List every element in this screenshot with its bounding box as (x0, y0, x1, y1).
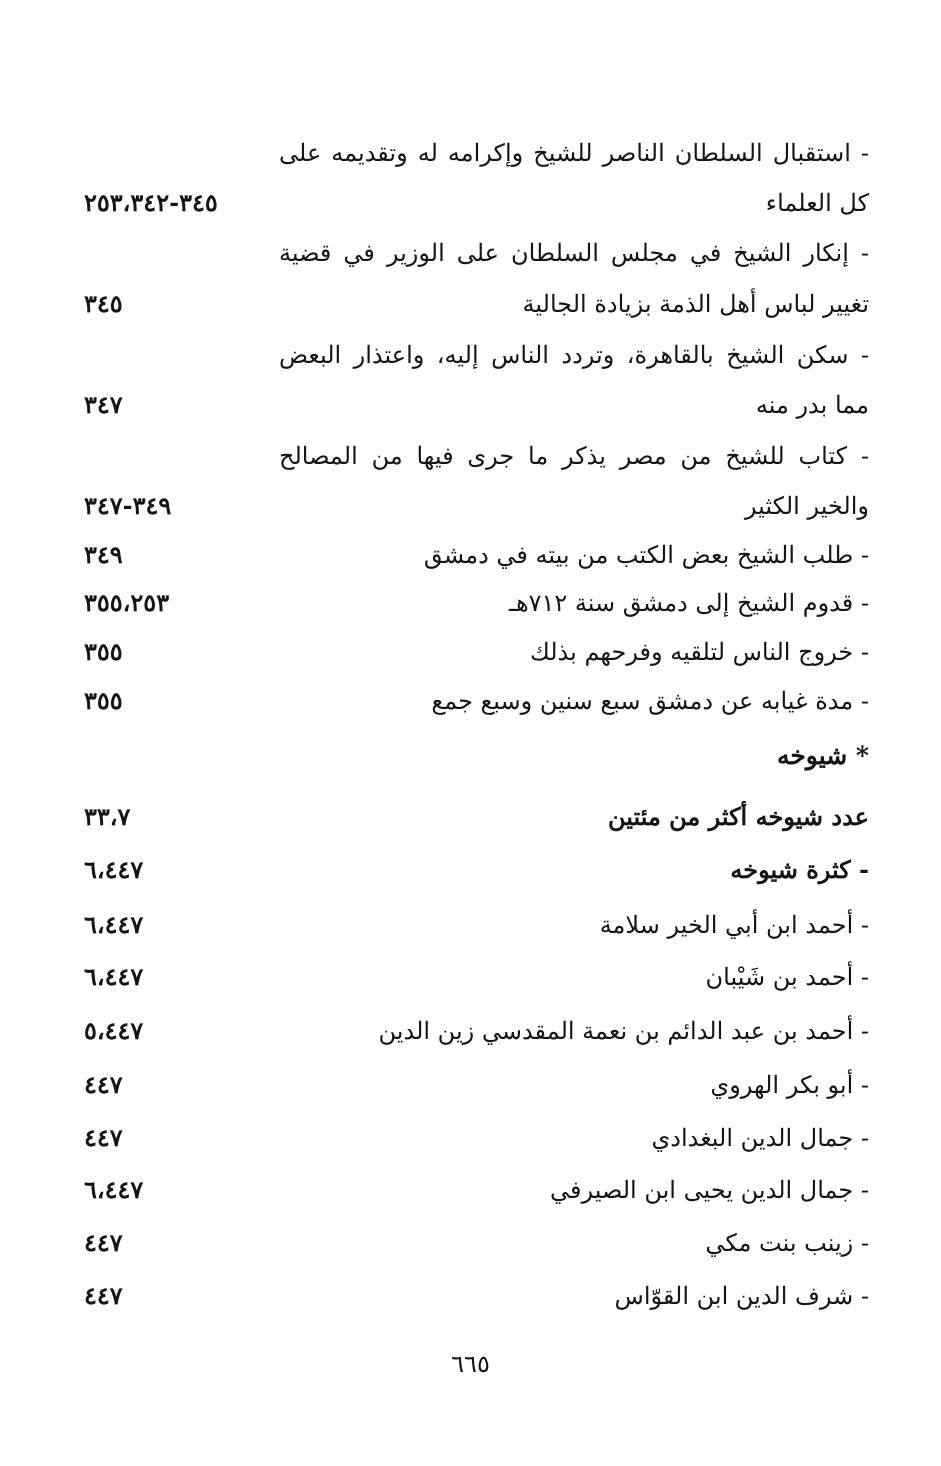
entry-line: - إنكار الشيخ في مجلس السلطان على الوزير في قضية (279, 239, 869, 267)
page-reference: ٦،٤٤٧ (84, 855, 144, 884)
entry-line: - جمال الدين البغدادي (651, 1124, 869, 1152)
entry-line: - كثرة شيوخه (730, 855, 869, 884)
page-reference: ٣٣،٧ (84, 802, 131, 831)
entry-line: - أحمد بن شَيْبان (705, 963, 869, 991)
page-reference: ٣٤٧ (84, 390, 123, 419)
entry-line: - شرف الدين ابن القوّاس (614, 1282, 869, 1310)
entry-line: عدد شيوخه أكثر من مئتين (607, 802, 869, 831)
page-reference: ٤٤٧ (84, 1228, 123, 1257)
page-reference: ٣٤٥-٢٥٣،٣٤٢ (84, 188, 218, 217)
page-reference: ٣٥٥ (84, 686, 123, 715)
page-reference: ٣٤٩ (84, 540, 123, 569)
entry-line: - زينب بنت مكي (705, 1229, 869, 1257)
entry-line: - مدة غيابه عن دمشق سبع سنين وسبع جمع (431, 687, 869, 715)
entry-line: كل العلماء (765, 189, 869, 217)
entry-line: تغيير لباس أهل الذمة بزيادة الجالية (522, 290, 869, 318)
entry-line: - كتاب للشيخ من مصر يذكر ما جرى فيها من المصالح (279, 442, 869, 470)
entry-line: - أحمد بن عبد الدائم بن نعمة المقدسي زين الدين (378, 1017, 869, 1045)
entry-line: - خروج الناس لتلقيه وفرحهم بذلك (530, 638, 869, 666)
page-reference: ٣٤٩-٣٤٧ (84, 491, 172, 520)
entry-line: - أبو بكر الهروي (710, 1071, 869, 1099)
entry-line: - سكن الشيخ بالقاهرة، وتردد الناس إليه، واعتذار البعض (279, 341, 869, 369)
page-reference: ٣٤٥ (84, 289, 123, 318)
page-reference: ٤٤٧ (84, 1123, 123, 1152)
page-reference: ٦،٤٤٧ (84, 1175, 144, 1204)
entry-line: - طلب الشيخ بعض الكتب من بيته في دمشق (423, 541, 869, 569)
entry-line: - جمال الدين يحيى ابن الصيرفي (549, 1176, 869, 1204)
entry-line: والخير الكثير (744, 492, 869, 520)
entry-line: - قدوم الشيخ إلى دمشق سنة ٧١٢هـ (508, 589, 869, 617)
page-reference: ٥،٤٤٧ (84, 1016, 144, 1045)
page-reference: ٦،٤٤٧ (84, 962, 144, 991)
page-reference: ٣٥٥،٢٥٣ (84, 588, 170, 617)
entry-line: - أحمد ابن أبي الخير سلامة (599, 911, 869, 939)
page-number: ٦٦٥ (451, 1350, 490, 1378)
entry-line: - استقبال السلطان الناصر للشيخ وإكرامه له وتقديمه على (279, 139, 869, 167)
page-reference: ٦،٤٤٧ (84, 910, 144, 939)
entry-line: مما بدر منه (755, 391, 869, 419)
page-reference: ٣٥٥ (84, 637, 123, 666)
page-reference: ٤٤٧ (84, 1281, 123, 1310)
page-reference: ٤٤٧ (84, 1070, 123, 1099)
section-heading: * شيوخه (776, 741, 869, 770)
